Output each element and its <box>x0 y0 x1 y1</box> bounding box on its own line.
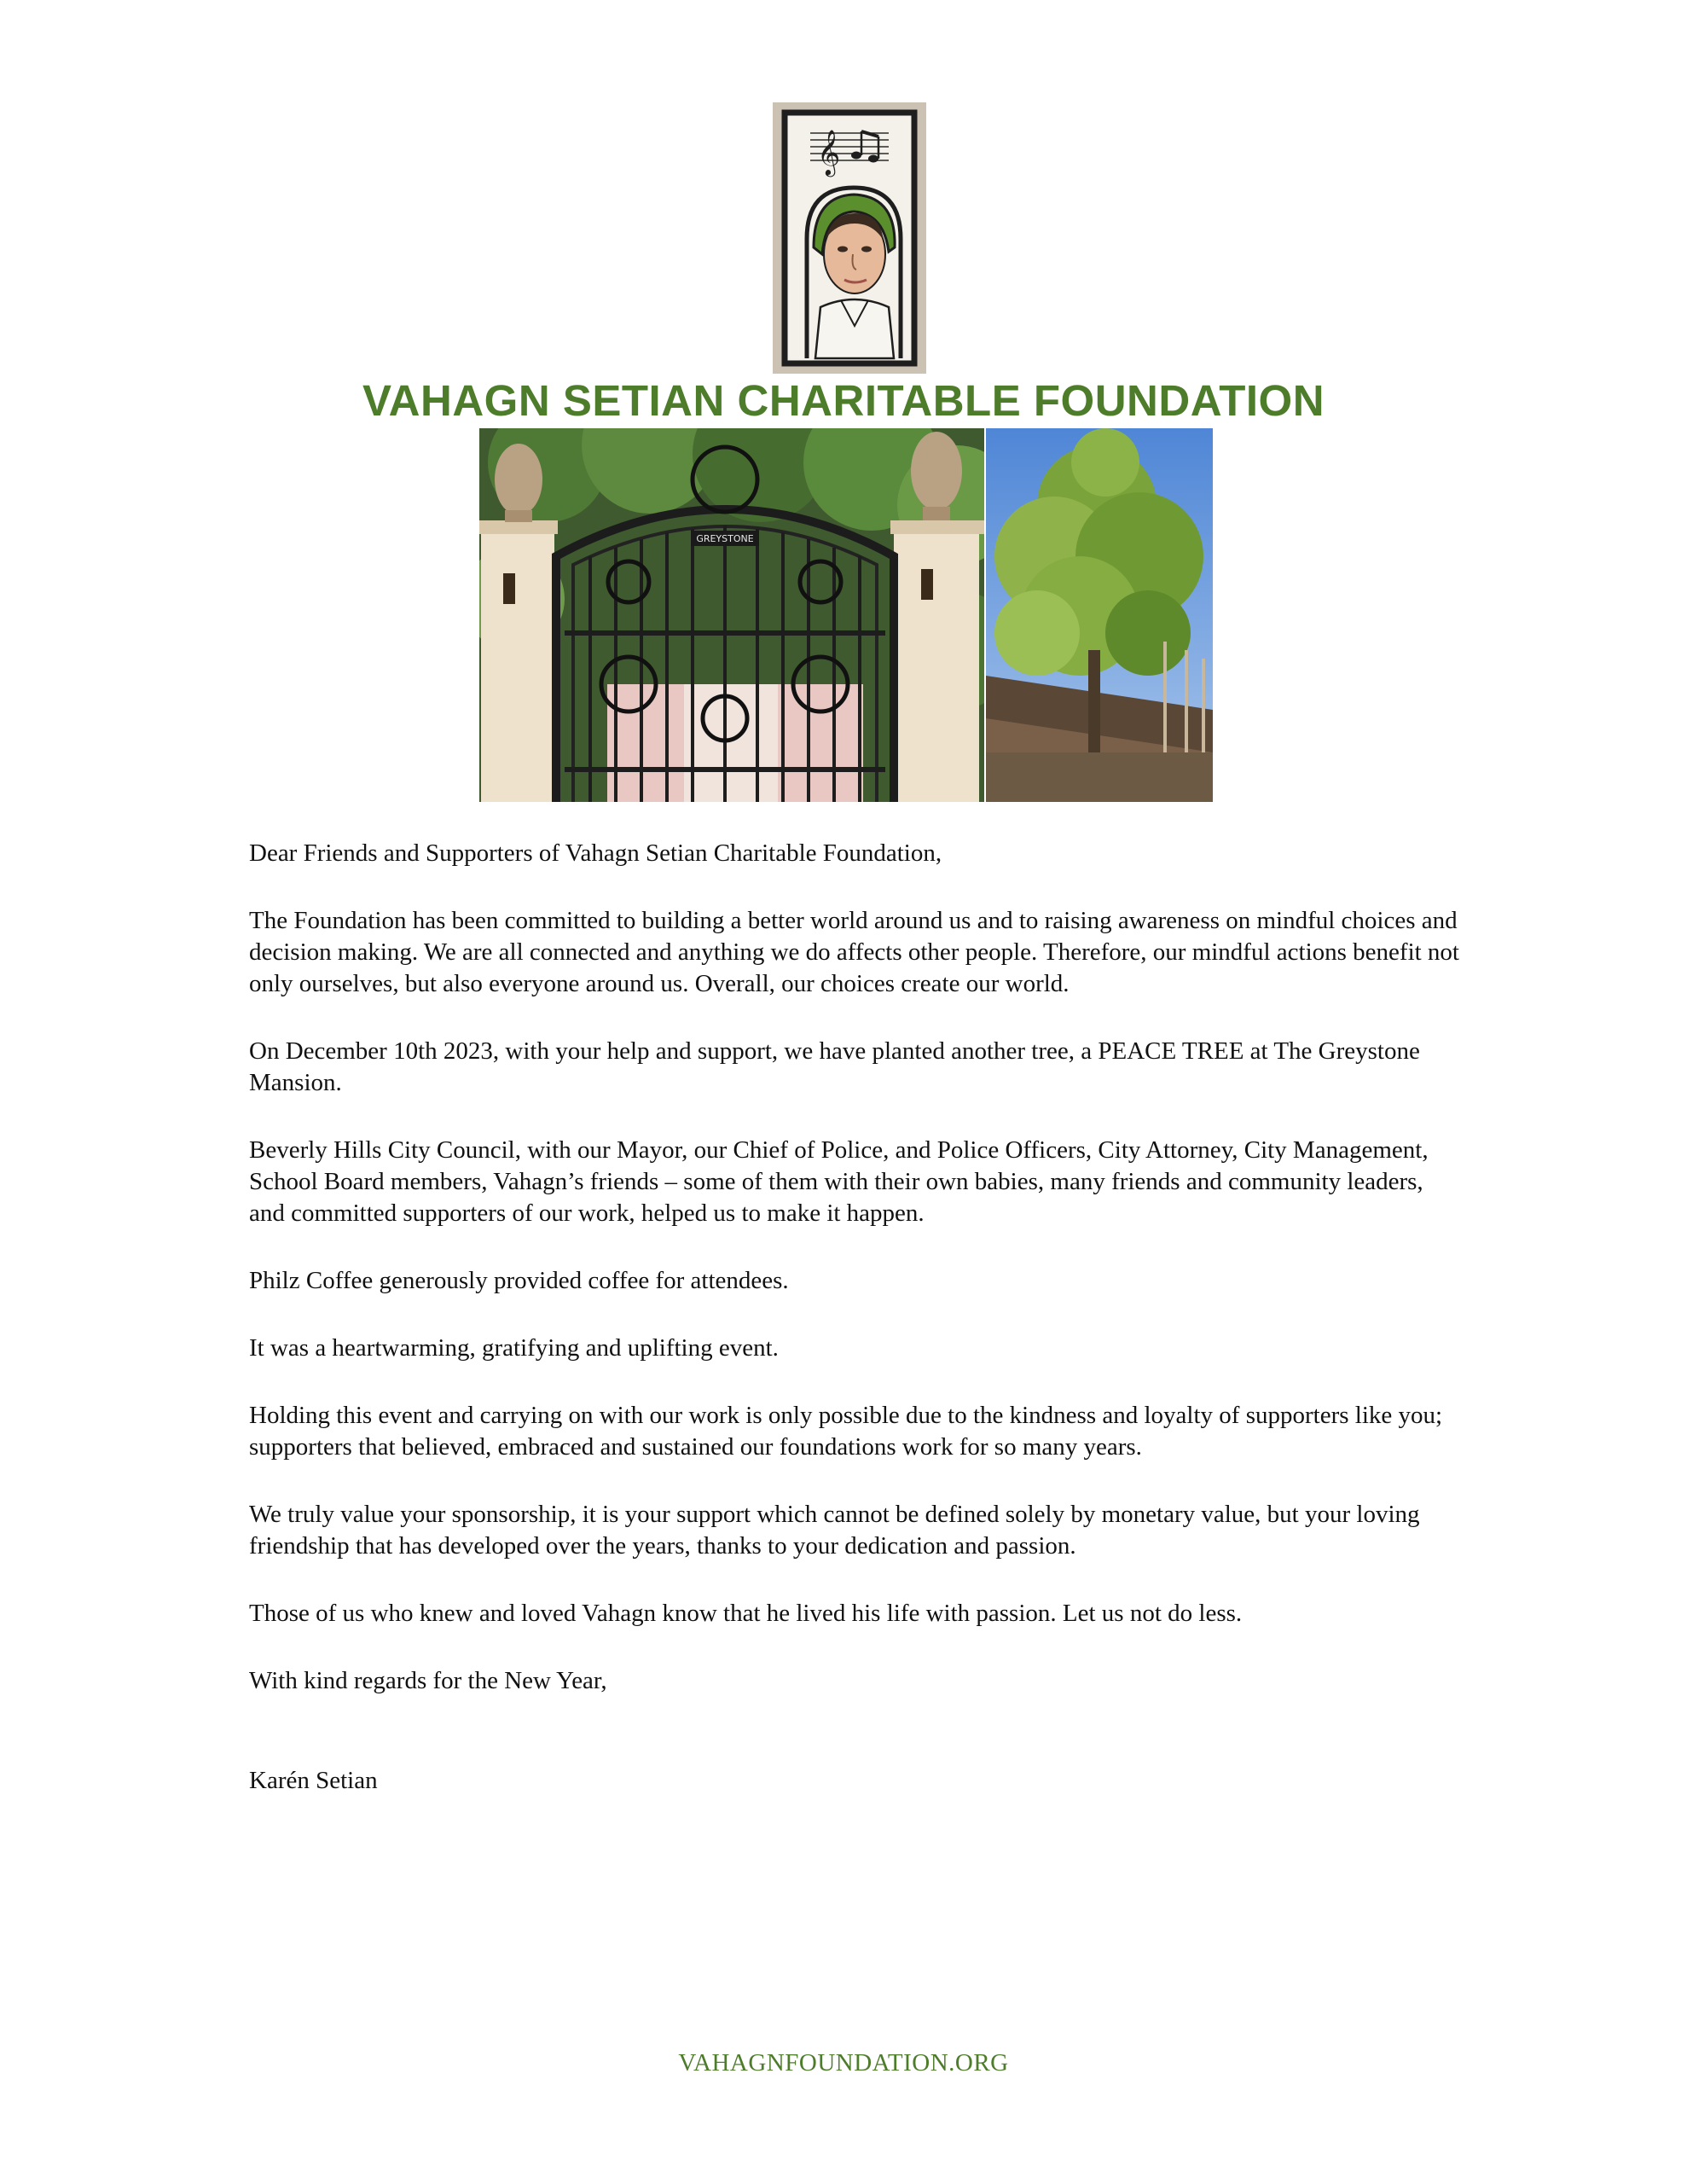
svg-text:𝄞: 𝄞 <box>817 129 841 175</box>
footer-website-link[interactable]: VAHAGNFOUNDATION.ORG <box>678 2049 1009 2077</box>
paragraph-peace-tree: On December 10th 2023, with your help and support, we have planted another tree, a PEACE TREE at The Greystone Mansion. <box>249 1037 1420 1096</box>
org-title: VAHAGN SETIAN CHARITABLE FOUNDATION <box>362 376 1325 425</box>
paragraph-supporters: Holding this event and carrying on with our work is only possible due to the kindness and loyalty of supporters like you; supporters that believed, embraced and sustained our foundations work for so many years. <box>249 1402 1443 1461</box>
gate-sign-text: GREYSTONE <box>696 533 754 544</box>
gate-photo-image <box>479 428 984 802</box>
paragraph-passion: Those of us who knew and loved Vahagn know that he lived his life with passion. Let us not do less. <box>249 1600 1243 1627</box>
paragraph-sponsorship: We truly value your sponsorship, it is your support which cannot be defined solely by monetary value, but your loving friendship that has developed over the years, thanks to your dedication and passion. <box>249 1501 1420 1560</box>
greystone-gate-photo <box>479 428 984 802</box>
closing: With kind regards for the New Year, <box>249 1667 607 1694</box>
paragraph-coffee: Philz Coffee generously provided coffee for attendees. <box>249 1267 789 1294</box>
paragraph-event: It was a heartwarming, gratifying and uplifting event. <box>249 1334 779 1362</box>
peace-tree-photo <box>986 428 1213 802</box>
letter-body <box>249 838 1460 1797</box>
paragraph-mission: The Foundation has been committed to building a better world around us and to raising awareness on mindful choices and decision making. We are all connected and anything we do affects other people. Therefore, our mindful actions benefit not only ourselves, but also everyone around us. Overall, our choices create our world. <box>249 907 1459 997</box>
tree-photo-image <box>986 428 1213 802</box>
portrait-logo-icon <box>773 102 926 374</box>
foundation-logo <box>773 102 926 374</box>
paragraph-attendees: Beverly Hills City Council, with our Mayor, our Chief of Police, and Police Officers, City Attorney, City Management, School Board members, Vahagn’s friends – some of them with their own babies, many friends and community leaders, and committed supporters of our work, helped us to make it happen. <box>249 1136 1429 1227</box>
signature: Karén Setian <box>249 1767 378 1794</box>
salutation: Dear Friends and Supporters of Vahagn Setian Charitable Foundation, <box>249 839 942 867</box>
